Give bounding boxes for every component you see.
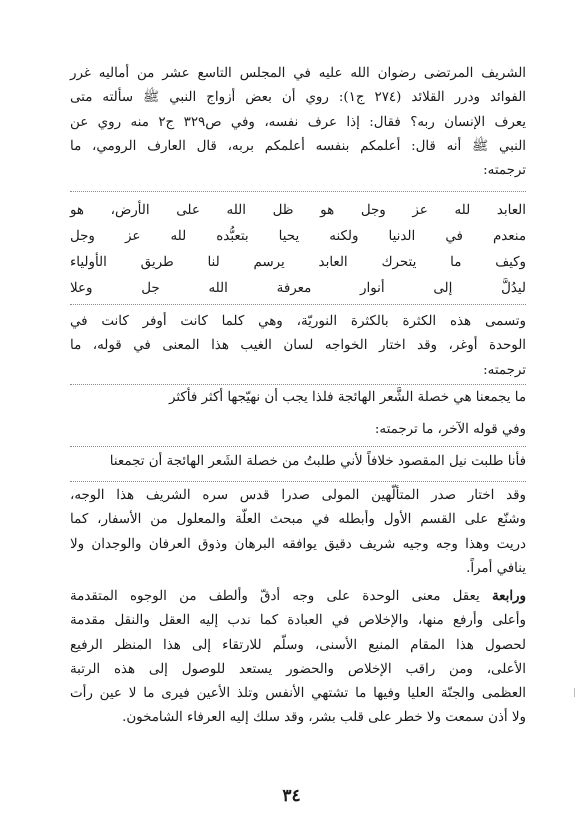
poem-line: منعدم في الدنيا ولكنه يحيا بتعبُّده لله عز وجل [70,229,526,244]
text-line: ولا أذن سمعت ولا خطر على قلب بشر، وقد سلك إليه العرفاء الشامخون. [122,710,526,726]
poem-line: ليدُلَّ إلى أنوار معرفة الله جل وعلا [70,281,526,296]
text-run: يعقل معنى الوحدة على وجه أدقّ وألطف من الوجوه المتقدمة [70,589,492,604]
text-line: الشريف المرتضى رضوان الله عليه في المجلس التاسع عشر من أماليه غرر [70,66,526,81]
text-line: العظمى والجنّة العليا وفيها ما تشتهي الأنفس وتلذ الأعين فيرى ما لا عين رأت [70,686,526,702]
text-line: الأعلى، ومن راقب الإخلاص والحضور يستعد للوصول إلى هذه الرتبة [70,661,526,677]
text-line: دريت وهذا وجه وجيه شريف دقيق يوافقه البرهان وذوق العرفان والوجدان ولا [70,536,526,552]
text-line: الوحدة أوغر، وقد اختار الخواجه لسان الغيب هذا المعنى في قوله، ما [70,338,526,354]
verse-line: ما يجمعنا هي خصلة الشَّعر الهائجة فلذا يجب أن نهيّجها أكثر فأكثر [169,390,526,405]
text-line: يعرف الإنسان ربه؟ فقال: إذا عرف نفسه، وفي ص٣٢٩ ج٢ منه روي عن [70,114,526,130]
text-line: وفي قوله الآخر، ما ترجمته: [374,422,526,437]
text-line: ترجمته: [483,163,526,179]
verse-hafez-2 [70,450,526,474]
paragraph-other-saying [70,418,526,442]
text-line: وأعلى وأرفع منها، والإخلاص في العبادة كما ندب إليه العقل والنقل مقدمة [70,613,526,629]
text-line [70,584,526,609]
text-line: ينافي أمراً. [466,560,526,576]
text-line: لحصول هذا المقام المنيع الأسنى، وسلّم للارتقاء إلى هذا المنظر الرفيع [70,637,526,653]
paragraph-sadr-mutaallihin [70,484,526,581]
verse-hafez-1 [70,386,526,410]
edge-mark [574,688,575,697]
text-line: وقد اختار صدر المتألّهين المولى صدرا قدس سره الشريف هذا الوجه، [70,488,526,503]
dotted-separator [70,384,526,385]
page-number: ٣٤ [282,786,301,806]
text-line: ترجمته: [483,362,526,378]
bold-lead-word: ورابعة [491,588,526,604]
verse-line: فأنا طلبت نيل المقصود خلافاً لأني طلبتُ من خصلة الشَعر الهائجة أن تجمعنا [109,454,526,469]
dotted-separator [70,446,526,447]
dotted-separator-bottom [70,304,526,305]
dotted-separator-top [70,191,526,192]
paragraph-sharif-murtada [70,62,526,183]
text-line: وتسمى هذه الكثرة بالكثرة النوريّة، وهي كلما كانت أوفر كانت في [70,314,526,329]
paragraph-fourth [70,584,526,731]
dotted-separator [70,481,526,482]
text-line: الفوائد ودرر القلائد (٢٧٤ ج١): روي أن بعض أزواج النبي ﷺ سألته متى [70,90,526,106]
text-line: وشنّع على القسم الأول وأبطله في مبحث العلّة والمعلول من الأسفار، كما [70,512,526,528]
text-line: النبي ﷺ أنه قال: أعلمكم بنفسه أعلمكم بربه، قال العارف الرومي، ما [70,138,526,154]
poem-line: وكيف ما يتحرك العابد يرسم لنا طريق الأولياء [70,255,526,270]
poem-line: العابد لله عز وجل هو ظل الله على الأرض، هو [70,203,526,218]
paragraph-kathra-nuriyya [70,310,526,383]
poem-rumi [70,198,526,302]
